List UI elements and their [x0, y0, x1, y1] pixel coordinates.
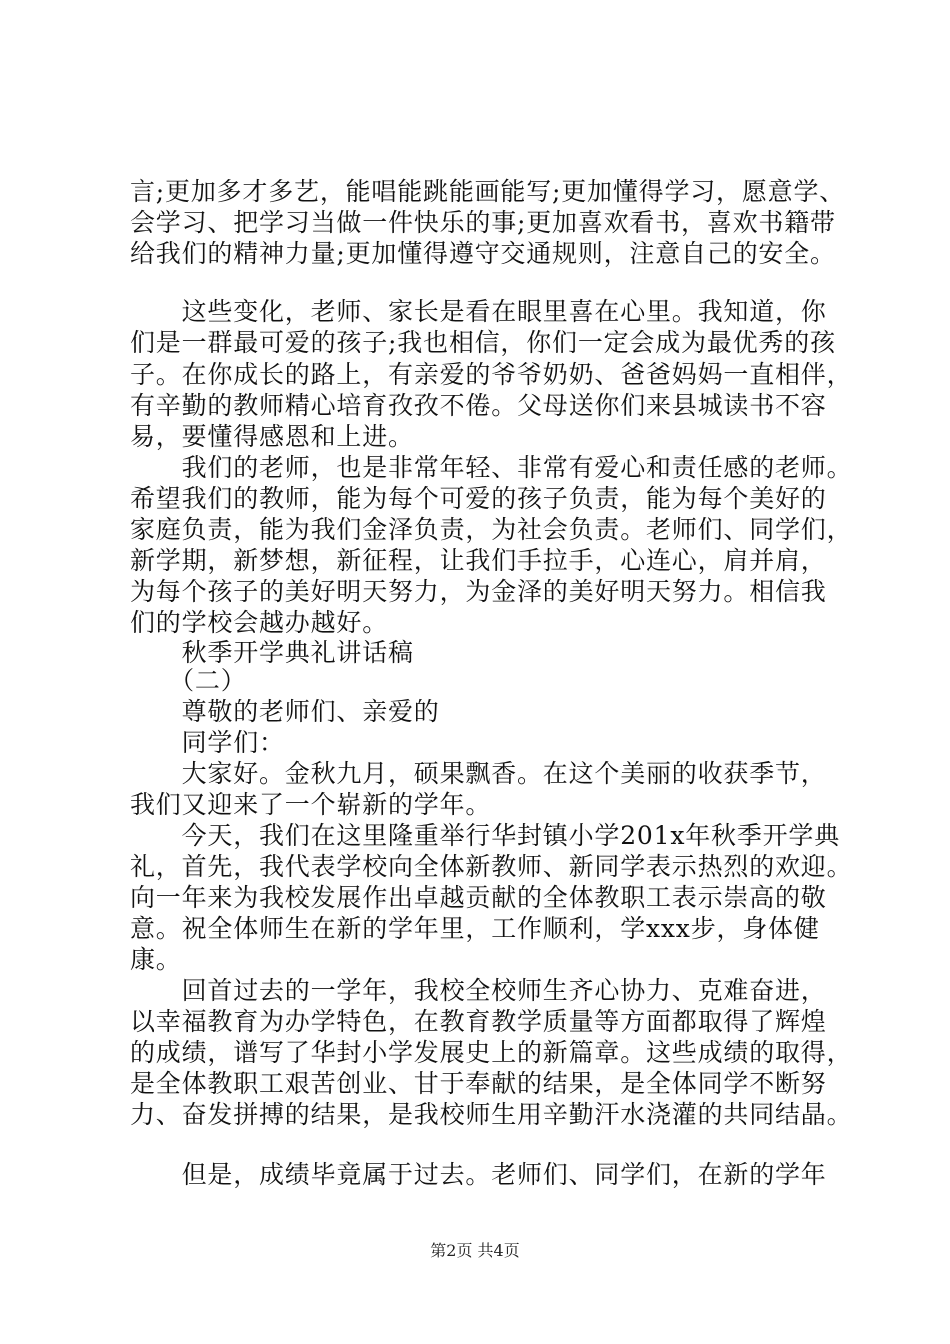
text-line: 会学习、把学习当做一件快乐的事;更加喜欢看书，喜欢书籍带 [130, 208, 836, 237]
text-line: 家庭负责，能为我们金泽负责，为社会负责。老师们、同学们， [130, 515, 853, 544]
text-line: 给我们的精神力量;更加懂得遵守交通规则，注意自己的安全。 [130, 239, 836, 268]
text-line: 这些变化，老师、家长是看在眼里喜在心里。我知道，你 [130, 297, 827, 326]
section-number: （二） [130, 666, 247, 695]
text-line: 们的学校会越办越好。 [130, 608, 389, 637]
text-line: 言;更加多才多艺，能唱能跳能画能写;更加懂得学习，愿意学、 [130, 177, 846, 206]
salutation: 同学们： [130, 728, 285, 757]
salutation: 尊敬的老师们、亲爱的 [130, 697, 440, 726]
text-line: 向一年来为我校发展作出卓越贡献的全体教职工表示崇高的敬 [130, 883, 827, 912]
text-line: 今天，我们在这里隆重举行华封镇小学201x年秋季开学典 [130, 821, 841, 850]
text-line: 是全体教职工艰苦创业、甘于奉献的结果，是全体同学不断努 [130, 1069, 827, 1098]
text-line: 以幸福教育为办学特色，在教育教学质量等方面都取得了辉煌 [130, 1007, 827, 1036]
text-line: 回首过去的一学年，我校全校师生齐心协力、克难奋进， [130, 976, 827, 1005]
text-line: 礼，首先，我代表学校向全体新教师、新同学表示热烈的欢迎。 [130, 852, 853, 881]
text-line: 的成绩，谱写了华封小学发展史上的新篇章。这些成绩的取得， [130, 1038, 853, 1067]
text-line: 我们又迎来了一个崭新的学年。 [130, 790, 492, 819]
text-line: 易，要懂得感恩和上进。 [130, 422, 414, 451]
text-line: 但是，成绩毕竟属于过去。老师们、同学们，在新的学年 [130, 1160, 827, 1189]
text-line: 大家好。金秋九月，硕果飘香。在这个美丽的收获季节， [130, 759, 827, 788]
text-line: 力、奋发拼搏的结果，是我校师生用辛勤汗水浇灌的共同结晶。 [130, 1100, 853, 1129]
text-line: 我们的老师，也是非常年轻、非常有爱心和责任感的老师。 [130, 453, 853, 482]
page-number-footer: 第2页 共4页 [430, 1241, 520, 1260]
text-line: 意。祝全体师生在新的学年里，工作顺利，学xxx步，身体健 [130, 914, 820, 943]
text-line: 为每个孩子的美好明天努力，为金泽的美好明天努力。相信我 [130, 577, 827, 606]
text-line: 新学期，新梦想，新征程，让我们手拉手，心连心，肩并肩， [130, 546, 827, 575]
section-title: 秋季开学典礼讲话稿 [130, 638, 414, 667]
text-line: 有辛勤的教师精心培育孜孜不倦。父母送你们来县城读书不容 [130, 391, 827, 420]
text-line: 希望我们的教师，能为每个可爱的孩子负责，能为每个美好的 [130, 484, 827, 513]
text-line: 康。 [130, 945, 182, 974]
text-line: 们是一群最可爱的孩子;我也相信，你们一定会成为最优秀的孩 [130, 328, 836, 357]
text-line: 子。在你成长的路上，有亲爱的爷爷奶奶、爸爸妈妈一直相伴， [130, 360, 853, 389]
